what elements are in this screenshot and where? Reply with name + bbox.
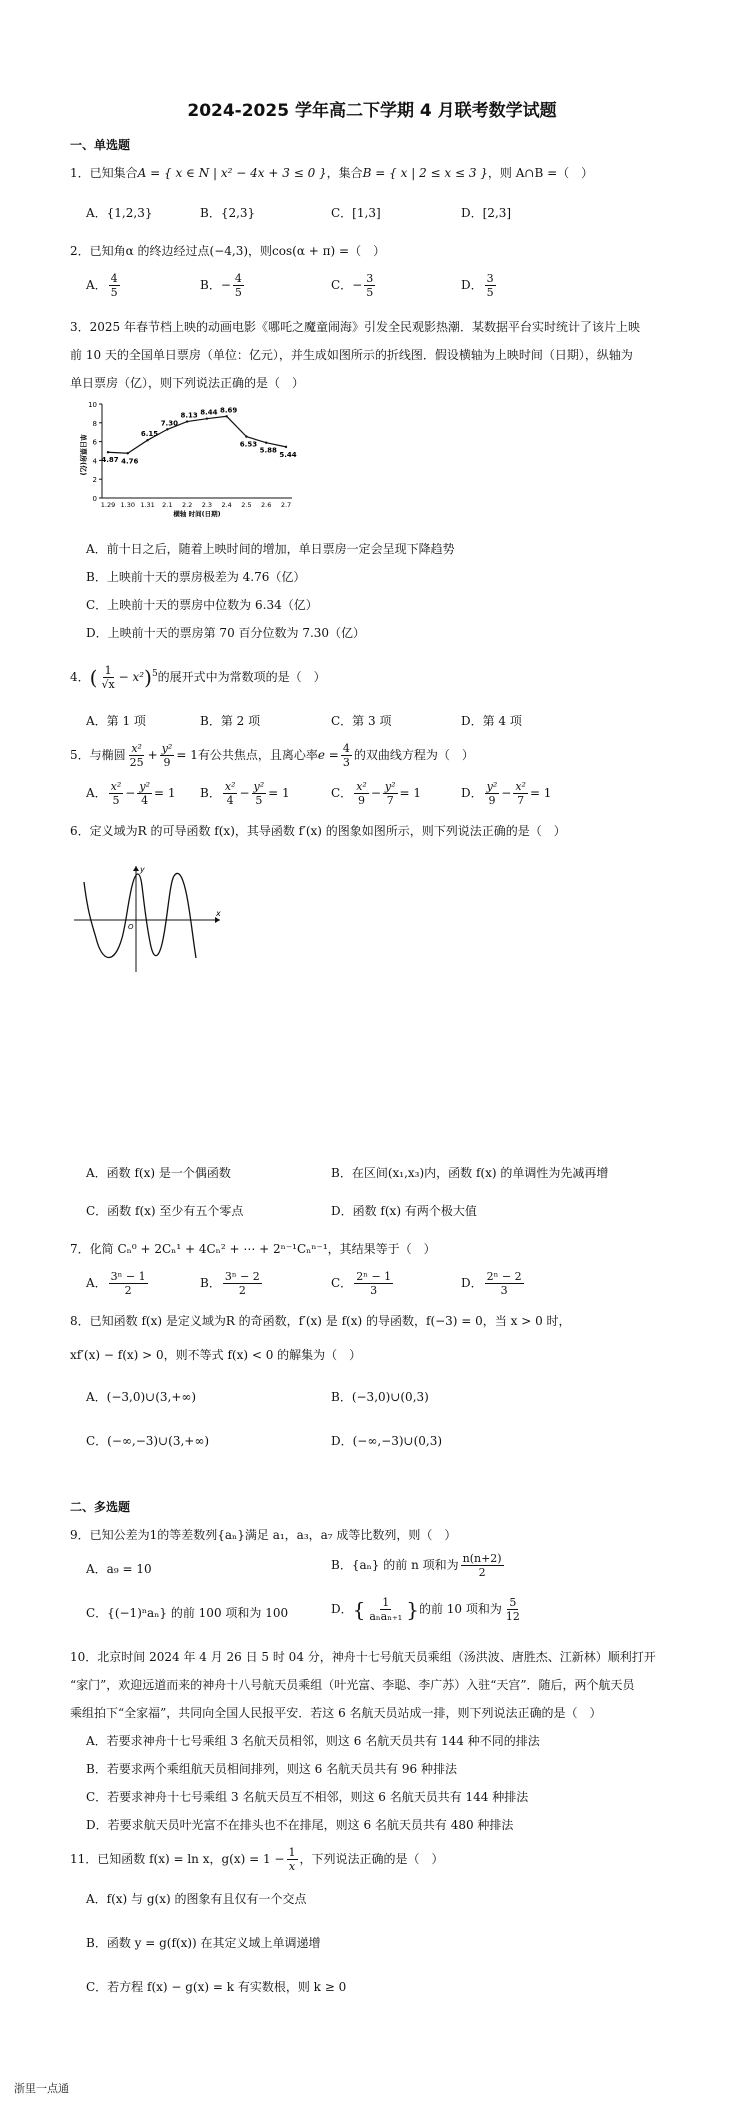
data-point <box>186 420 188 422</box>
q6-option-d: D．函数 f(x) 有两个极大值 <box>331 1204 477 1218</box>
q11-option-b: B．函数 y = g(f(x)) 在其定义域上单调递增 <box>86 1936 321 1950</box>
question-8-line-1: 8．已知函数 f(x) 是定义域为R 的奇函数，f′(x) 是 f(x) 的导函数，f(−3) = 0，当 x > 0 时， <box>70 1314 571 1328</box>
data-label: 6.15 <box>140 430 159 439</box>
q11-option-a: A．f(x) 与 g(x) 的图象有且仅有一个交点 <box>86 1892 307 1906</box>
q10-option-a: A．若要求神舟十七号乘组 3 名航天员相邻，则这 6 名航天员共有 144 种不同的排法 <box>86 1734 540 1748</box>
q7-option-a: A． $\frac{\text{3ⁿ − 1}}{2}$ <box>86 1270 146 1297</box>
data-point <box>265 442 267 444</box>
q5-option-d: D． $\frac{\text{y²}}{9}$ − $\frac{\text{x²}}{7}$ = 1 <box>461 780 552 807</box>
x-tick-label: 1.30 <box>120 501 136 509</box>
q5-option-c: C． $\frac{\text{x²}}{9}$ − $\frac{\text{y²}}{7}$ = 1 <box>331 780 422 807</box>
data-label: 4.87 <box>101 456 119 465</box>
q6-option-a: A．函数 f(x) 是一个偶函数 <box>86 1166 231 1180</box>
q9-option-c: C．{(−1)ⁿaₙ} 的前 100 项和为 100 <box>86 1606 289 1620</box>
question-3-line-3: 单日票房（亿），则下列说法正确的是（ ） <box>70 376 305 390</box>
page-title: 2024-2025 学年高二下学期 4 月联考数学试题 <box>187 101 557 121</box>
q3-option-c: C．上映前十天的票房中位数为 6.34（亿） <box>86 598 318 612</box>
derivative-curve <box>84 873 196 958</box>
question-4: 4．( $\frac{1}{√x}$ − x²)$^5$的展开式中为常数项的是（ ） <box>70 664 326 691</box>
x-tick-label: 2.6 <box>261 501 272 509</box>
x-tick-label: 1.29 <box>100 501 116 509</box>
question-8-line-2: xf′(x) − f(x) > 0，则不等式 f(x) < 0 的解集为（ ） <box>70 1348 362 1362</box>
q9-option-d: D．{ $\frac{1}{\text{aₙaₙ₊₁}}$ }的前 10 项和为 $\frac{5}{12}$ <box>331 1596 520 1623</box>
q10-option-b: B．若要求两个乘组航天员相间排列，则这 6 名航天员共有 96 种排法 <box>86 1762 457 1776</box>
x-tick-label: 1.31 <box>140 501 155 509</box>
x-tick-label: 2.1 <box>162 501 173 509</box>
question-3-line-2: 前 10 天的全国单日票房（单位：亿元），并生成如图所示的折线图．假设横轴为上映时间（日期），纵轴为 <box>70 348 633 362</box>
question-7: 7．化简 Cₙ⁰ + 2Cₙ¹ + 4Cₙ² + ⋯ + 2ⁿ⁻¹Cₙⁿ⁻¹，其结果等于（ ） <box>70 1242 436 1256</box>
y-tick-label: 6 <box>92 438 97 447</box>
data-label: 5.88 <box>259 446 277 455</box>
data-point <box>127 452 129 454</box>
x-axis-title: 横轴 时间(日期) <box>173 510 221 518</box>
q1-option-c: C．[1,3] <box>331 206 381 220</box>
y-tick-label: 10 <box>88 401 97 409</box>
q8-option-c: C．(−∞,−3)∪(3,+∞) <box>86 1434 210 1448</box>
data-label: 6.53 <box>239 440 258 449</box>
origin-label: O <box>128 923 134 931</box>
data-point <box>225 415 227 417</box>
q2-option-b: B．− $\frac{4}{5}$ <box>200 272 242 299</box>
question-5: 5．与椭圆 $\frac{\text{x²}}{25}$ + $\frac{\text{y²}}{9}$ = 1有公共焦点，且离心率e = $\frac{4}{3}$ 的双曲线方程为（ ） <box>70 742 474 769</box>
derivative-graph <box>70 862 230 982</box>
q8-option-a: A．(−3,0)∪(3,+∞) <box>86 1390 197 1404</box>
q7-option-b: B． $\frac{\text{3ⁿ − 2}}{2}$ <box>200 1270 260 1297</box>
data-point <box>285 446 287 448</box>
question-2: 2．已知角α 的终边经过点(−4,3)，则cos(α + π) =（ ） <box>70 244 386 258</box>
q10-option-d: D．若要求航天员叶光富不在排头也不在排尾，则这 6 名航天员共有 480 种排法 <box>86 1818 514 1832</box>
q4-option-b: B．第 2 项 <box>200 714 261 728</box>
y-axis-label: y <box>140 865 145 874</box>
q1-option-b: B．{2,3} <box>200 206 256 220</box>
question-1: 1．已知集合A = { x ∈ N | x² − 4x + 3 ≤ 0 }，集合B = { x | 2 ≤ x ≤ 3 }，则 A∩B =（ ） <box>70 166 594 180</box>
q7-option-c: C． $\frac{\text{2ⁿ − 1}}{3}$ <box>331 1270 392 1297</box>
x-axis-label: x <box>216 909 221 918</box>
q11-option-c: C．若方程 f(x) − g(x) = k 有实数根，则 k ≥ 0 <box>86 1980 347 1994</box>
q4-option-d: D．第 4 项 <box>461 714 522 728</box>
y-axis-title: 单日票房(亿) <box>79 434 87 476</box>
question-9: 9．已知公差为1的等差数列{aₙ}满足 a₁，a₃，a₇ 成等比数列，则（ ） <box>70 1528 457 1542</box>
x-tick-label: 2.5 <box>241 501 252 509</box>
q9-option-b: B．{aₙ} 的前 n 项和为 $\frac{n(n+2)}{2}$ <box>331 1552 502 1579</box>
q4-option-a: A．第 1 项 <box>86 714 146 728</box>
footer-watermark: 浙里一点通 <box>14 2082 69 2095</box>
y-axis-arrow <box>133 866 139 871</box>
q4-option-c: C．第 3 项 <box>331 714 392 728</box>
q8-option-b: B．(−3,0)∪(0,3) <box>331 1390 429 1404</box>
data-label: 8.44 <box>200 408 218 417</box>
q1-option-a: A．{1,2,3} <box>86 206 153 220</box>
question-3-line-1: 3．2025 年春节档上映的动画电影《哪吒之魔童闹海》引发全民观影热潮．某数据平台实时统计了该片上映 <box>70 320 640 334</box>
q2-option-a: A． $\frac{4}{5}$ <box>86 272 118 299</box>
q6-option-b: B．在区间(x₁,x₃)内，函数 f(x) 的单调性为先减再增 <box>331 1166 609 1180</box>
x-tick-label: 2.4 <box>221 501 232 509</box>
box-office-line-chart <box>72 398 312 518</box>
question-10-line-3: 乘组拍下“全家福”，共同向全国人民报平安．若这 6 名航天员站成一排，则下列说法正确的是（ ） <box>70 1706 602 1720</box>
q3-option-a: A．前十日之后，随着上映时间的增加，单日票房一定会呈现下降趋势 <box>86 542 455 556</box>
data-label: 8.69 <box>220 406 238 415</box>
question-10-line-2: “家门”，欢迎远道而来的神舟十八号航天员乘组（叶光富、李聪、李广苏）入驻“天宫”．随后，两个航天员 <box>70 1678 635 1692</box>
data-label: 5.44 <box>279 450 297 459</box>
data-point <box>146 439 148 441</box>
data-label: 7.30 <box>160 419 178 428</box>
y-tick-label: 2 <box>92 476 97 485</box>
q3-option-b: B．上映前十天的票房极差为 4.76（亿） <box>86 570 306 584</box>
y-tick-label: 8 <box>92 419 97 428</box>
section-single-choice: 一、单选题 <box>70 138 131 152</box>
data-point <box>245 435 247 437</box>
q1-option-d: D．[2,3] <box>461 206 512 220</box>
y-tick-label: 0 <box>92 495 97 503</box>
data-point <box>107 451 109 453</box>
section-multiple-choice: 二、多选题 <box>70 1500 131 1514</box>
data-label: 4.76 <box>121 457 139 466</box>
q5-option-b: B． $\frac{\text{x²}}{4}$ − $\frac{\text{y²}}{5}$ = 1 <box>200 780 290 807</box>
y-tick-label: 4 <box>92 457 97 466</box>
x-tick-label: 2.2 <box>181 501 193 509</box>
q7-option-d: D． $\frac{\text{2ⁿ − 2}}{3}$ <box>461 1270 522 1297</box>
question-11: 11．已知函数 f(x) = ln x，g(x) = 1 − $\frac{1}{x}$ ，下列说法正确的是（ ） <box>70 1846 444 1873</box>
q3-option-d: D．上映前十天的票房第 70 百分位数为 7.30（亿） <box>86 626 366 640</box>
q2-option-d: D． $\frac{3}{5}$ <box>461 272 494 299</box>
data-point <box>166 428 168 430</box>
q9-option-a: A．a₉ = 10 <box>86 1562 152 1576</box>
question-6: 6．定义域为R 的可导函数 f(x)，其导函数 f′(x) 的图象如图所示，则下列说法正确的是（ ） <box>70 824 566 838</box>
data-point <box>206 417 208 419</box>
q6-option-c: C．函数 f(x) 至少有五个零点 <box>86 1204 244 1218</box>
q10-option-c: C．若要求神舟十七号乘组 3 名航天员互不相邻，则这 6 名航天员共有 144 种排法 <box>86 1790 529 1804</box>
q2-option-c: C．− $\frac{3}{5}$ <box>331 272 374 299</box>
q5-option-a: A． $\frac{\text{x²}}{5}$ − $\frac{\text{y²}}{4}$ = 1 <box>86 780 176 807</box>
x-tick-label: 2.3 <box>201 501 213 509</box>
q8-option-d: D．(−∞,−3)∪(0,3) <box>331 1434 443 1448</box>
question-10-line-1: 10．北京时间 2024 年 4 月 26 日 5 时 04 分，神舟十七号航天员乘组（汤洪波、唐胜杰、江新林）顺利打开 <box>70 1650 656 1664</box>
data-label: 8.13 <box>180 411 198 420</box>
x-tick-label: 2.7 <box>280 501 292 509</box>
